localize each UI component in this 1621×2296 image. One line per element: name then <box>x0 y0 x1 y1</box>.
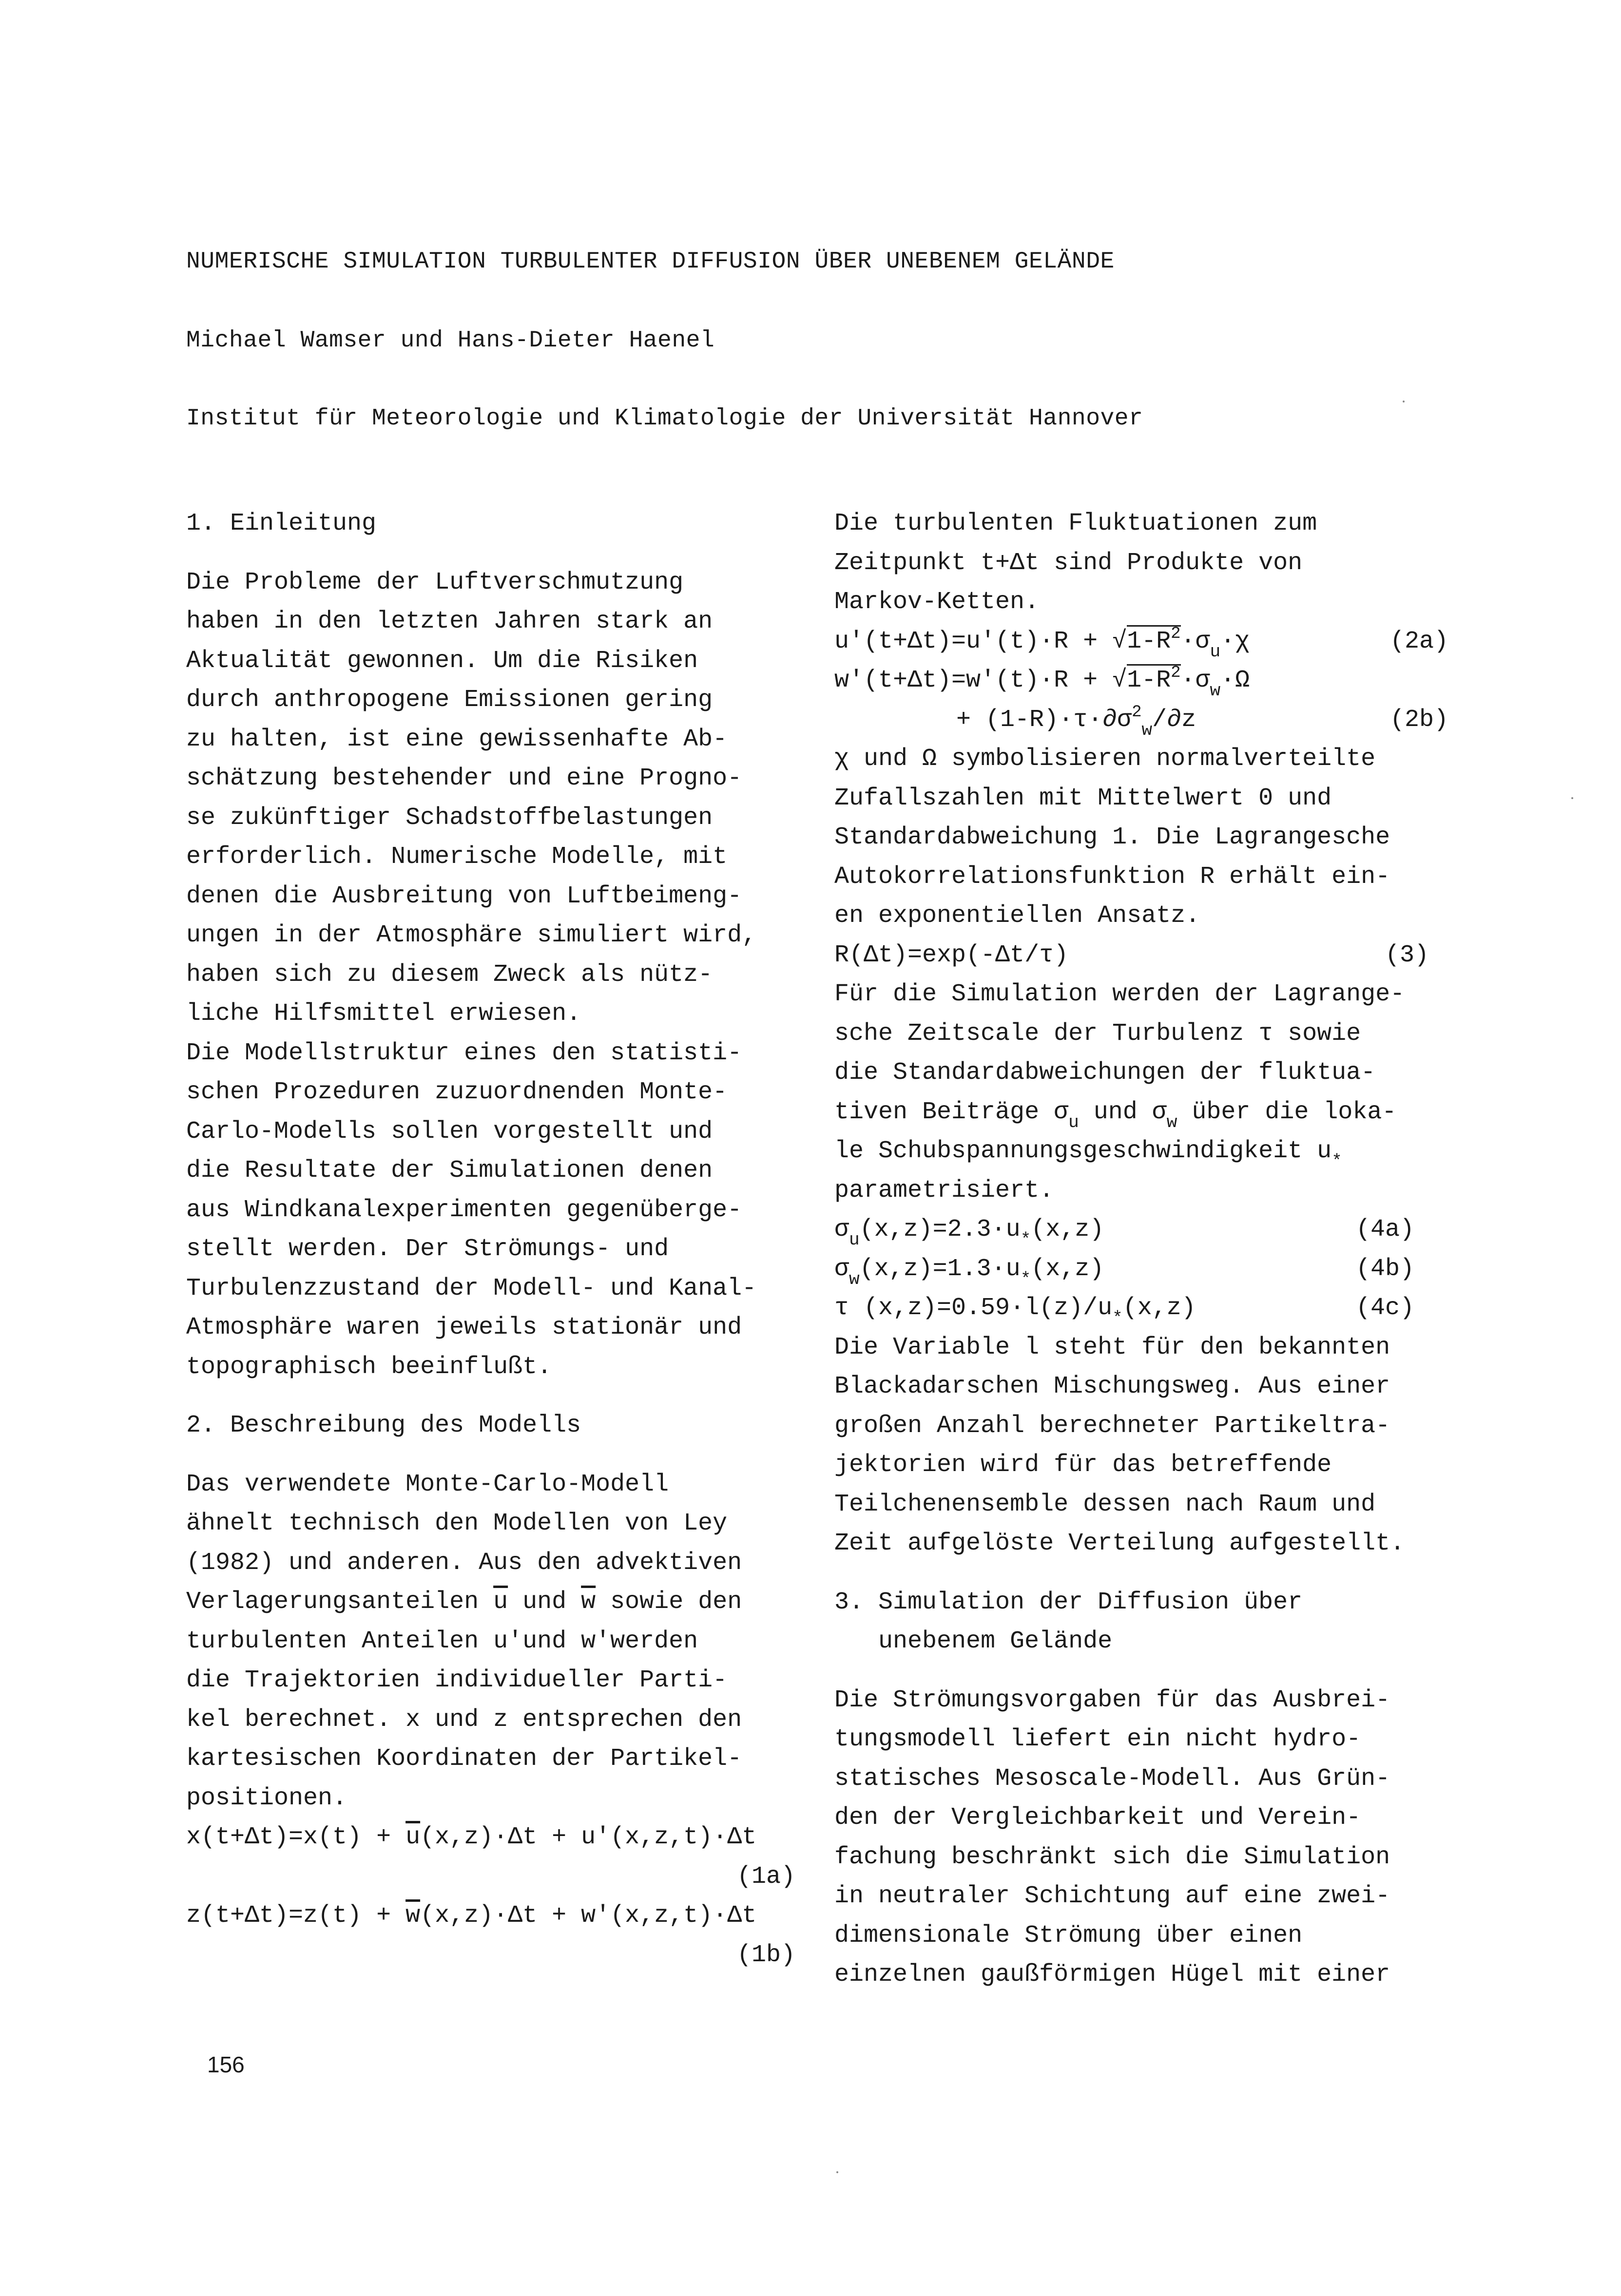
text-line: Die Modellstruktur eines den statisti- <box>186 1039 742 1067</box>
paragraph <box>186 563 795 1034</box>
equation-number: (1b) <box>736 1941 795 1969</box>
text-line: topographisch beeinflußt. <box>186 1353 552 1381</box>
text-line: liche Hilfsmittel erwiesen. <box>186 1000 581 1028</box>
text-line: schätzung bestehender und eine Progno- <box>186 765 742 792</box>
text-line: Carlo-Modells sollen vorgestellt und <box>186 1117 713 1146</box>
text-line: Blackadarschen Mischungsweg. Aus einer <box>834 1373 1390 1400</box>
text-line: le Schubspannungsgeschwindigkeit $u_*$ <box>834 1137 1342 1171</box>
paragraph <box>834 1681 1448 1995</box>
section-heading: 3. Simulation der Diffusion über <box>834 1588 1303 1616</box>
section-heading-continued: unebenem Gelände <box>878 1627 1113 1655</box>
equation-2a: $u'(t+\Delta t)=u'(t)\cdot R + √1-R^2\cdot\sigma_u\cdot\chi$ (2a) <box>834 622 1448 662</box>
equation-1b: $z(t+\Delta t)=z(t) + \overline{w}(x,z)\cdot\Delta t + w'(x,z,t)\cdot\Delta t$ <box>186 1902 757 1930</box>
equation-number: (2a) <box>1389 627 1448 655</box>
text-line: se zukünftiger Schadstoffbelastungen <box>186 804 713 832</box>
text-line: fachung beschränkt sich die Simulation <box>834 1843 1390 1871</box>
authors: Michael Wamser und Hans-Dieter Haenel <box>186 327 715 354</box>
paragraph <box>186 1465 795 1583</box>
right-column <box>834 504 1448 1995</box>
text-line: schen Prozeduren zuzuordnenden Monte- <box>186 1078 728 1106</box>
text-line: erforderlich. Numerische Modelle, mit <box>186 843 728 871</box>
equation-4b: $\sigma_w(x,z)=1.3\cdot u_*(x,z)$ (4b) <box>834 1250 1448 1289</box>
equation-number: (4c) <box>1355 1294 1414 1322</box>
left-column <box>186 504 795 1975</box>
text-line: einzelnen gaußförmigen Hügel mit einer <box>834 1961 1390 1989</box>
text-line: Markov-Ketten. <box>834 588 1040 616</box>
text-line: ungen in der Atmosphäre simuliert wird, <box>186 921 757 949</box>
text-line: kartesischen Koordinaten der Partikel- <box>186 1745 742 1773</box>
equation-number: (2b) <box>1389 706 1448 734</box>
text-line: Aktualität gewonnen. Um die Risiken <box>186 647 698 675</box>
text-line: (1982) und anderen. Aus den advektiven <box>186 1549 742 1577</box>
text-line: tungsmodell liefert ein nicht hydro- <box>834 1725 1361 1753</box>
text-line: Teilchenensemble dessen nach Raum und <box>834 1490 1376 1518</box>
text-line: großen Anzahl berechneter Partikeltra- <box>834 1412 1390 1440</box>
equation-4c: τ $(x,z)=0.59\cdot l(z)/u_*(x,z)$ (4c) <box>834 1289 1448 1328</box>
paragraph <box>186 1661 795 1818</box>
text-line: turbulenten Anteilen u′und w′werden <box>186 1627 698 1655</box>
paragraph <box>834 740 1448 936</box>
text-line: stellt werden. Der Strömungs- und <box>186 1235 669 1263</box>
affiliation: Institut für Meteorologie und Klimatologie der Universität Hannover <box>186 405 1143 432</box>
text-line: Die turbulenten Fluktuationen zum <box>834 510 1317 537</box>
text-line: Autokorrelationsfunktion R erhält ein- <box>834 862 1390 891</box>
text-line: dimensionale Strömung über einen <box>834 1921 1303 1950</box>
text-line: Die Variable l steht für den bekannten <box>834 1333 1390 1361</box>
text-line: Für die Simulation werden der Lagrange- <box>834 980 1405 1008</box>
text-line: die Resultate der Simulationen denen <box>186 1157 713 1185</box>
scan-speck <box>836 2171 838 2173</box>
equation-number: (4b) <box>1355 1255 1414 1283</box>
text-line: Die Strömungsvorgaben für das Ausbrei- <box>834 1686 1390 1714</box>
text-line: ähnelt technisch den Modellen von Ley <box>186 1510 728 1537</box>
text-line: in neutraler Schichtung auf eine zwei- <box>834 1882 1390 1910</box>
text-line: haben in den letzten Jahren stark an <box>186 608 713 635</box>
text-line: Zeitpunkt t+Δt sind Produkte von <box>834 549 1303 577</box>
text-line: die Standardabweichungen der fluktua- <box>834 1059 1376 1087</box>
text-line: sche Zeitscale der Turbulenz τ sowie <box>834 1019 1361 1048</box>
equation-2b-continued: + $(1-R)\cdot\tau\cdot\partial\sigma^2_w/\partial z$ (2b) <box>834 701 1448 740</box>
equation-2b: $w'(t+\Delta t)=w'(t)\cdot R + √1-R^2\cdot\sigma_w\cdot\Omega$ <box>834 664 1250 701</box>
text-line: Das verwendete Monte-Carlo-Modell <box>186 1470 669 1498</box>
text-line: Turbulenzzustand der Modell- und Kanal- <box>186 1274 757 1302</box>
equation-4a: $\sigma_u(x,z)=2.3\cdot u_*(x,z)$ (4a) <box>834 1210 1448 1250</box>
equation-number: (1a) <box>736 1862 795 1891</box>
paragraph <box>834 975 1448 1093</box>
text-line: kel berechnet. x und z entsprechen den <box>186 1705 742 1734</box>
paragraph <box>834 1328 1448 1564</box>
page-number: 156 <box>207 2052 245 2077</box>
scan-speck <box>1571 797 1573 799</box>
paragraph <box>186 1034 795 1387</box>
equation-number: (4a) <box>1355 1216 1414 1244</box>
text-line: parametrisiert. <box>834 1176 1054 1205</box>
text-line: χ und Ω symbolisieren normalverteilte <box>834 745 1376 773</box>
text-line: jektorien wird für das betreffende <box>834 1451 1332 1479</box>
text-line: Atmosphäre waren jeweils stationär und <box>186 1314 742 1341</box>
section-heading: 1. Einleitung <box>186 510 377 537</box>
text-line: durch anthropogene Emissionen gering <box>186 686 713 714</box>
text-line: positionen. <box>186 1784 347 1812</box>
equation-1a: $x(t+\Delta t)=x(t) + \overline{u}(x,z)\cdot\Delta t + u'(x,z,t)\cdot\Delta t$ <box>186 1823 757 1851</box>
text-line: Verlagerungsanteilen $\overline{u}$ und $\overline{w}$ sowie den <box>186 1588 742 1616</box>
text-line: zu halten, ist eine gewissenhafte Ab- <box>186 725 728 753</box>
text-line: Die Probleme der Luftverschmutzung <box>186 568 684 596</box>
scan-speck <box>1403 401 1405 402</box>
paper-title: NUMERISCHE SIMULATION TURBULENTER DIFFUSION ÜBER UNEBENEM GELÄNDE <box>186 249 1115 275</box>
text-line: Standardabweichung 1. Die Lagrangesche <box>834 823 1390 851</box>
text-line: die Trajektorien individueller Parti- <box>186 1666 728 1694</box>
text-line: statisches Mesoscale-Modell. Aus Grün- <box>834 1764 1390 1793</box>
paragraph <box>834 504 1448 622</box>
equation-number: (3) <box>1385 941 1429 969</box>
equation-3: R(Δt)=exp(-Δt/τ) (3) <box>834 936 1448 976</box>
text-line: aus Windkanalexperimenten gegenüberge- <box>186 1196 742 1224</box>
section-heading: 2. Beschreibung des Modells <box>186 1412 581 1439</box>
text-line: haben sich zu diesem Zweck als nütz- <box>186 960 713 989</box>
text-line: Zeit aufgelöste Verteilung aufgestellt. <box>834 1530 1405 1557</box>
text-line: Zufallszahlen mit Mittelwert 0 und <box>834 784 1332 812</box>
text-line: denen die Ausbreitung von Luftbeimeng- <box>186 882 742 910</box>
text-line: en exponentiellen Ansatz. <box>834 902 1200 930</box>
text-line: tiven Beiträge $\sigma_u$ und $\sigma_w$ über die loka- <box>834 1098 1397 1132</box>
text-line: den der Vergleichbarkeit und Verein- <box>834 1804 1361 1832</box>
